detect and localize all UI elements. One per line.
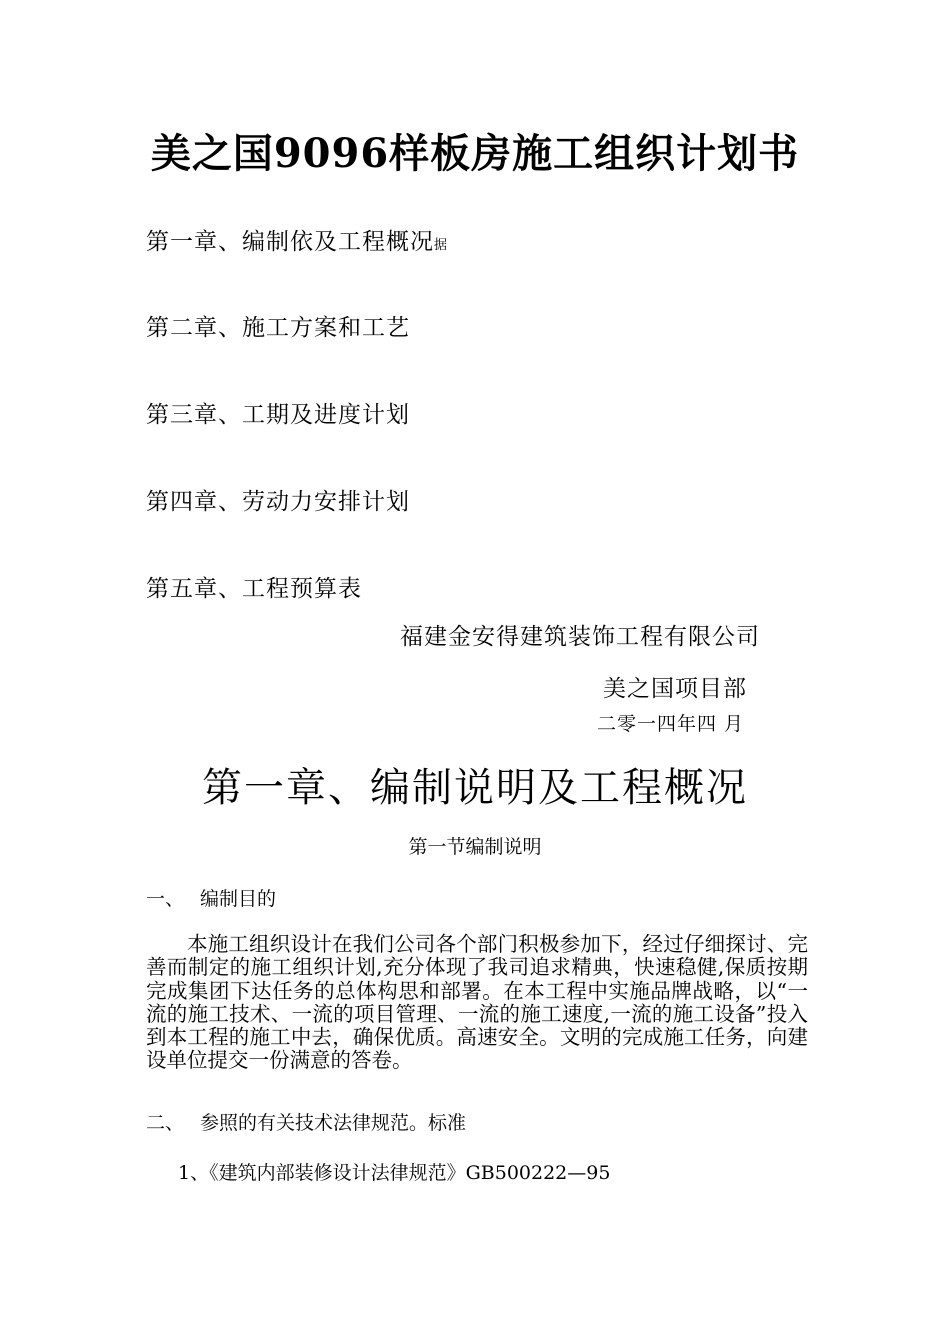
company-name: 福建金安得建筑装饰工程有限公司 — [400, 624, 760, 650]
toc-item-chapter-2: 第二章、施工方案和工艺 — [146, 315, 410, 341]
reference-item: 1、《建筑内部装修设计法律规范》GB500222—95 — [178, 1162, 611, 1184]
document-title: 美之国9096样板房施工组织计划书 — [150, 130, 800, 177]
toc-item-chapter-3: 第三章、工期及进度计划 — [146, 402, 410, 428]
subsection-heading-references — [146, 1108, 466, 1135]
purpose-paragraph: 本施工组织设计在我们公司各个部门积极参加下，经过仔细探讨、完善而制定的施工组织计划,充分体现了我司追求精典，快速稳健,保质按期完成集团下达任务的总体构思和部署。在本工程中实施品牌战略，以“一流的施工技术、一流的项目管理、一流的施工速度,一流的施工设备”投入到本工程的施工中去，确保优质。高速安全。文明的完成施工任务，向建设单位提交一份满意的答卷。 — [146, 932, 808, 1073]
chapter-heading: 第一章、编制说明及工程概况 — [202, 765, 748, 811]
toc-item-label: 第一章、编制依及工程概况 — [146, 229, 434, 255]
subsection-heading-purpose — [146, 884, 276, 911]
toc-item-chapter-5: 第五章、工程预算表 — [146, 576, 362, 602]
department-name: 美之国项目部 — [603, 676, 747, 702]
subsection-number: 二、 — [146, 1112, 185, 1134]
toc-item-suffix: 据 — [434, 238, 449, 253]
toc-item-chapter-1 — [146, 223, 448, 256]
subsection-title: 参照的有关技术法律规范。标准 — [200, 1112, 467, 1134]
toc-item-chapter-4: 第四章、劳动力安排计划 — [146, 489, 410, 515]
document-date: 二零一四年四 月 — [597, 713, 745, 735]
subsection-number: 一、 — [146, 888, 185, 910]
section-heading: 第一节编制说明 — [408, 836, 542, 858]
subsection-title: 编制目的 — [200, 888, 277, 910]
